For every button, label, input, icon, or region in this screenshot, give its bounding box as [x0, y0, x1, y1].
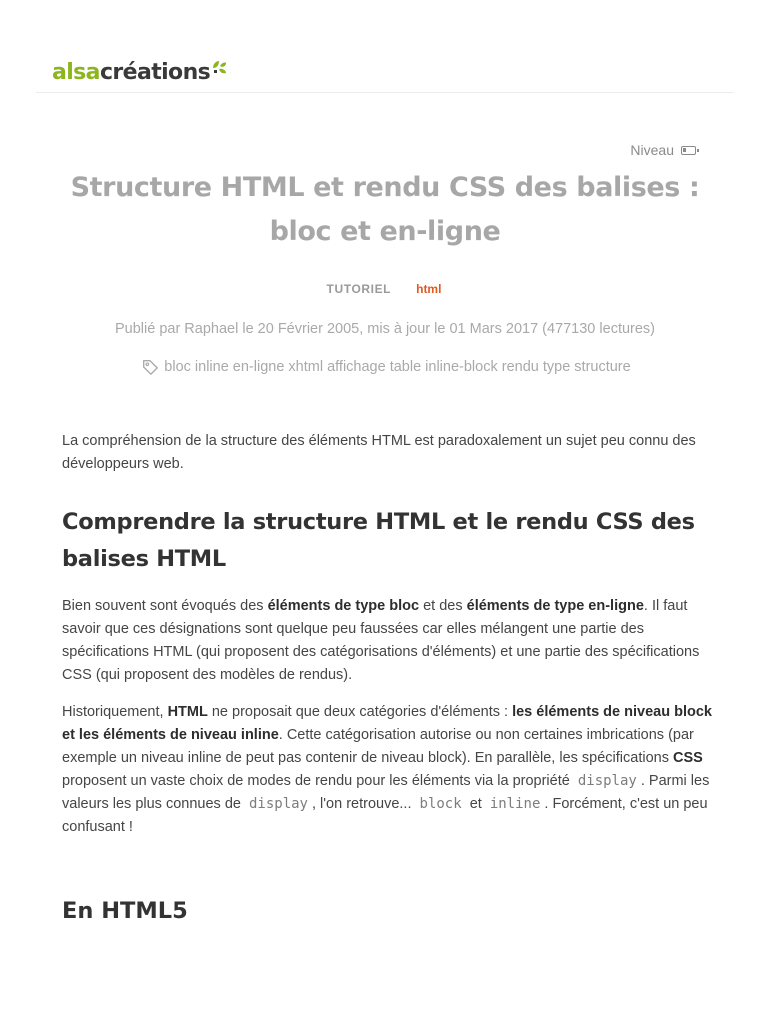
p1-text-3: . Il faut savoir que ces désignations sont quelque peu faussées car elles mélangent une partie des spécifications HTML (qui proposent des catégorisations d'éléments) et une partie des spécifications CSS (qui proposent des modèles de rendus).: [62, 598, 700, 683]
site-logo[interactable]: [52, 50, 227, 84]
code-inline: inline: [489, 796, 541, 812]
article-meta: [0, 282, 768, 296]
site-header: [0, 0, 768, 94]
p2-text-3: . Cette catégorisation autorise ou non certaines imbrications (par exemple un niveau inline de peut pas contenir de niveau block). En parallèle, les spécifications: [62, 727, 694, 766]
paragraph-block-inline: [62, 595, 712, 687]
p1-bold-2: éléments de type en-ligne: [466, 598, 644, 614]
logo-text-alsa: alsa: [52, 60, 100, 85]
p2-text-7: et: [465, 796, 486, 812]
p2-bold-1: HTML: [167, 704, 208, 720]
p1-text-2: et des: [419, 598, 467, 614]
article-type-link[interactable]: TUTORIEL: [326, 282, 392, 296]
p2-bold-3: CSS: [672, 750, 703, 766]
section-heading-structure: Comprendre la structure HTML et le rendu CSS des balises HTML: [62, 509, 695, 572]
tag-icon: [141, 358, 159, 376]
leaf-icon: [211, 60, 227, 76]
header-divider: [36, 92, 734, 93]
keywords-row: [0, 358, 768, 376]
paragraph-history: [62, 701, 712, 839]
section-heading-html5: En HTML5: [62, 898, 188, 924]
p2-text-5: . Parmi les valeurs les plus connues de: [62, 773, 710, 812]
p1-bold-1: éléments de type bloc: [267, 598, 420, 614]
code-display-1: display: [577, 773, 637, 789]
code-display-2: display: [248, 796, 308, 812]
p2-text-8: . Forcément, c'est un peu confusant !: [62, 796, 708, 835]
p2-text-2: ne proposait que deux catégories d'éléments :: [207, 704, 513, 720]
publication-info: Publié par Raphael le 20 Février 2005, mis à jour le 01 Mars 2017 (477130 lectures): [114, 321, 656, 337]
logo-text-creations: créations: [99, 60, 211, 85]
p2-text-4: proposent un vaste choix de modes de rendu pour les éléments via la propriété: [62, 773, 574, 789]
p1-text-1: Bien souvent sont évoqués des: [62, 598, 268, 614]
battery-low-icon: [681, 146, 696, 155]
p2-text-6: , l'on retrouve...: [312, 796, 416, 812]
level-label: Niveau: [630, 142, 674, 158]
p2-text-1: Historiquement,: [62, 704, 168, 720]
level-indicator: [630, 142, 696, 158]
intro-paragraph: La compréhension de la structure des éléments HTML est paradoxalement un sujet peu connu des développeurs web.: [62, 433, 696, 472]
p2-bold-2: les éléments de niveau block et les éléments de niveau inline: [62, 704, 712, 743]
article-title: Structure HTML et rendu CSS des balises : bloc et en-ligne: [70, 172, 700, 247]
article-tag-link[interactable]: html: [416, 282, 442, 296]
code-block: block: [419, 796, 462, 812]
keywords-list: bloc inline en-ligne xhtml affichage table inline-block rendu type structure: [164, 359, 631, 375]
